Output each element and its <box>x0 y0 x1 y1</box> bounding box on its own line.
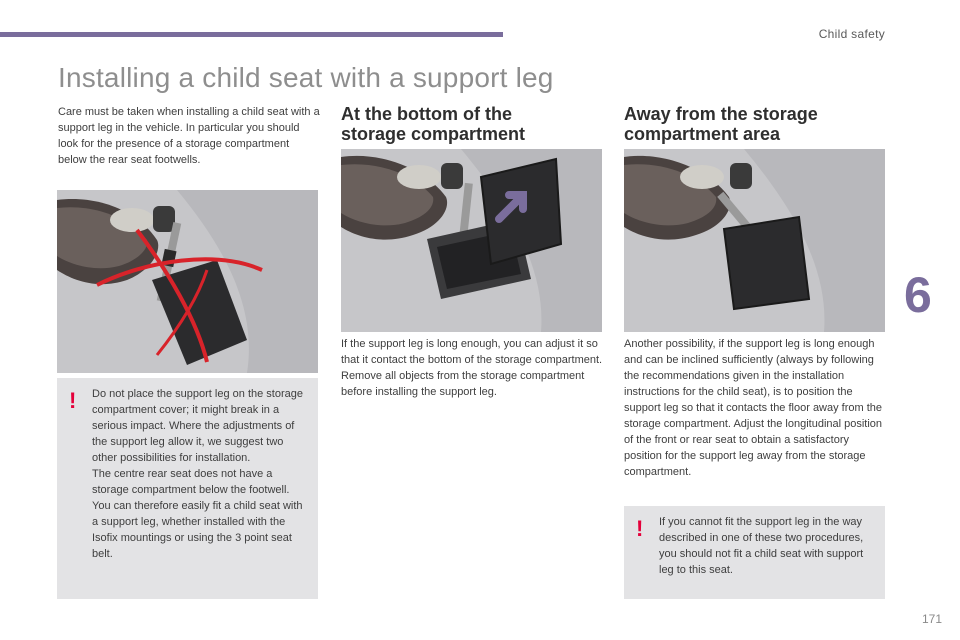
warning-text-paragraph-1: Do not place the support leg on the storage compartment cover; it might break in a serious impact. Where the adjustments of the support leg allow it, we suggest two other possibilities for installation. <box>92 388 303 464</box>
warning-box-cannot-fit <box>624 506 885 599</box>
bottom-of-compartment-photo <box>341 149 602 332</box>
heading-line-2: compartment area <box>624 124 781 144</box>
heading-away-from-compartment <box>624 104 886 144</box>
warning-icon: ! <box>636 516 644 541</box>
warning-text <box>92 386 310 562</box>
intro-paragraph: Care must be taken when installing a child seat with a support leg in the vehicle. In particular you should look for the presence of a storage compartment below the rear seat footwells. <box>58 106 320 166</box>
heading-line-1: Away from the storage <box>624 104 818 124</box>
heading-line-1: At the bottom of the <box>341 104 512 124</box>
heading-bottom-of-compartment <box>341 104 603 144</box>
heading-line-2: storage compartment <box>341 124 526 144</box>
header-accent-bar <box>0 32 503 37</box>
warning-box-cover <box>57 378 318 599</box>
section-title: Child safety <box>818 27 885 41</box>
warning-text-paragraph-2: The centre rear seat does not have a storage compartment below the footwell. You can therefore easily fit a child seat with a support leg, whether installed with the Isofix mountings or using the 3 point seat belt. <box>92 468 303 560</box>
incorrect-installation-photo <box>57 190 318 373</box>
away-from-compartment-text: Another possibility, if the support leg is long enough and can be inclined sufficiently (always by following the recommendations given in the installation instructions for the child seat), is to position the support leg so that it contacts the floor away from the storage compartment. Adjust the longitudinal position of the front or rear seat to obtain a satisfactory position for the support leg away from the storage compartment. <box>624 338 883 478</box>
warning-icon: ! <box>69 388 77 413</box>
warning-text: If you cannot fit the support leg in the way described in one of these two procedures, you should not fit a child seat with support leg to this seat. <box>659 516 864 576</box>
chapter-number: 6 <box>904 267 932 323</box>
away-from-compartment-photo <box>624 149 885 332</box>
page-number: 171 <box>921 612 942 626</box>
page-title: Installing a child seat with a support leg <box>58 62 554 93</box>
bottom-of-compartment-text: If the support leg is long enough, you can adjust it so that it contact the bottom of the storage compartment. Remove all objects from the storage compartment before installing the support leg. <box>341 338 603 398</box>
